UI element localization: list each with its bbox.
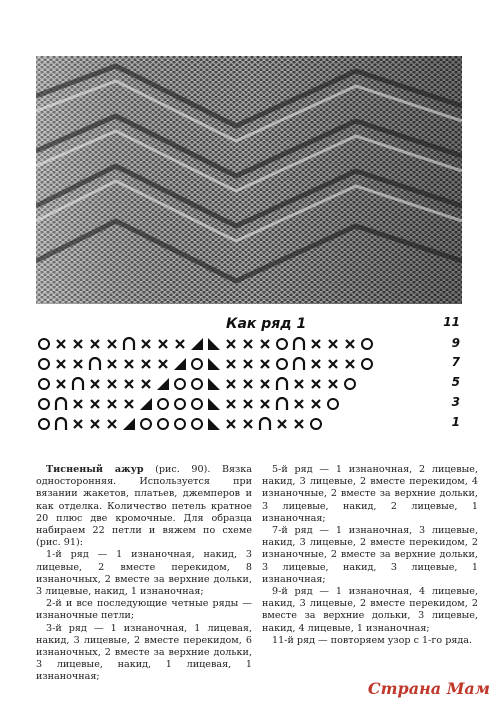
purl-circle-icon — [189, 377, 204, 392]
knit-cross-icon-shape — [329, 380, 337, 388]
knit-cross-icon — [291, 377, 306, 392]
knit-cross-icon-shape — [261, 400, 269, 408]
purl-circle-icon — [172, 377, 187, 392]
knit-cross-icon — [104, 337, 119, 352]
knit-cross-icon — [325, 337, 340, 352]
knit-cross-icon-shape — [74, 400, 82, 408]
knit-cross-icon — [223, 397, 238, 412]
knit-cross-icon — [257, 377, 272, 392]
left-decrease-icon — [206, 337, 221, 352]
knit-cross-icon-shape — [57, 380, 65, 388]
knit-cross-icon-shape — [227, 340, 235, 348]
purl-circle-icon-shape — [39, 399, 49, 409]
yarn-over-arch-icon-shape — [277, 398, 287, 410]
knit-cross-icon — [223, 377, 238, 392]
right-text-column — [262, 464, 478, 647]
knit-cross-icon-shape — [159, 360, 167, 368]
knit-cross-icon — [104, 357, 119, 372]
purl-circle-icon — [189, 417, 204, 432]
right-decrease-icon — [172, 357, 187, 372]
purl-circle-icon — [36, 357, 51, 372]
section-heading: Тисненый ажур — [46, 464, 144, 475]
knit-cross-icon — [342, 337, 357, 352]
knit-cross-icon-shape — [227, 380, 235, 388]
knit-cross-icon — [87, 417, 102, 432]
knit-cross-icon — [172, 337, 187, 352]
purl-circle-icon-shape — [362, 359, 372, 369]
knit-cross-icon-shape — [125, 380, 133, 388]
knit-cross-icon — [155, 337, 170, 352]
knit-cross-icon — [308, 337, 323, 352]
purl-circle-icon — [274, 357, 289, 372]
knit-cross-icon — [240, 337, 255, 352]
knit-cross-icon — [138, 357, 153, 372]
intro-paragraph — [36, 464, 252, 549]
svg-text:Страна Мам: Страна Мам — [367, 679, 490, 698]
knit-cross-icon-shape — [312, 400, 320, 408]
purl-circle-icon — [274, 337, 289, 352]
yarn-over-arch-icon — [53, 417, 68, 432]
knit-cross-icon — [291, 397, 306, 412]
paragraph: 11-й ряд — повторяем узор с 1-го ряда. — [272, 634, 473, 646]
knit-cross-icon-shape — [295, 380, 303, 388]
chart-row — [36, 415, 323, 433]
purl-circle-icon-shape — [158, 399, 168, 409]
knit-cross-icon-shape — [244, 380, 252, 388]
knit-cross-icon — [53, 357, 68, 372]
knit-cross-icon-shape — [142, 360, 150, 368]
knit-cross-icon-shape — [74, 340, 82, 348]
purl-circle-icon — [359, 357, 374, 372]
right-decrease-icon — [189, 337, 204, 352]
knit-cross-icon-shape — [261, 380, 269, 388]
knit-cross-icon-shape — [244, 360, 252, 368]
knit-cross-icon-shape — [227, 400, 235, 408]
knit-cross-icon — [308, 357, 323, 372]
purl-circle-icon-shape — [39, 359, 49, 369]
purl-circle-icon-shape — [311, 419, 321, 429]
knit-cross-icon — [223, 417, 238, 432]
knit-cross-icon — [274, 417, 289, 432]
knit-cross-icon — [70, 417, 85, 432]
purl-circle-icon-shape — [277, 339, 287, 349]
row-number: 7 — [451, 355, 460, 369]
knit-cross-icon-shape — [295, 420, 303, 428]
knit-cross-icon-shape — [74, 420, 82, 428]
knit-cross-icon — [138, 337, 153, 352]
knit-cross-icon-shape — [74, 360, 82, 368]
left-decrease-icon-shape — [208, 358, 220, 370]
yarn-over-arch-icon-shape — [56, 398, 66, 410]
left-decrease-icon-shape — [208, 338, 220, 350]
right-decrease-icon — [155, 377, 170, 392]
purl-circle-icon-shape — [158, 419, 168, 429]
paragraph: 7-й ряд — 1 изнаночная, 3 лицевые, накид, 3 лицевые, 2 вместе перекидом, 2 изнаночные, 2 вместе за верхние дольки, 3 лицевые, накид, 3 лицевые, 1 изнаночная; — [262, 525, 478, 585]
knit-cross-icon-shape — [108, 420, 116, 428]
chart-row — [36, 335, 374, 353]
purl-circle-icon-shape — [192, 379, 202, 389]
paragraph: 1-й ряд — 1 изнаночная, накид, 3 лицевые, 2 вместе перекидом, 8 изнаночных, 2 вместе за верхние дольки, 3 лицевые, накид, 1 изнаночная; — [36, 549, 252, 598]
knit-cross-icon — [121, 377, 136, 392]
intro-text: (рис. 90). Вязка односторонняя. Используется при вязании жакетов, платьев, джемперов и как отделка. Количество петель кратное 20 плюс две кромочные. Для образца набираем 22 петли и вяжем по схеме (рис. 91): — [36, 464, 252, 549]
knit-cross-icon-shape — [261, 360, 269, 368]
knit-cross-icon — [257, 397, 272, 412]
left-decrease-icon-shape — [208, 378, 220, 390]
left-decrease-icon — [206, 357, 221, 372]
purl-circle-icon — [36, 377, 51, 392]
knit-cross-icon — [257, 357, 272, 372]
knit-cross-icon — [70, 397, 85, 412]
paragraph: 9-й ряд — 1 изнаночная, 4 лицевые, накид, 3 лицевые, 2 вместе перекидом, 2 вместе за верхние дольки, 3 лицевые, накид, 4 лицевые, 1 изнаночная; — [262, 586, 478, 634]
knit-cross-icon — [70, 357, 85, 372]
yarn-over-arch-icon — [257, 417, 272, 432]
purl-circle-icon — [189, 397, 204, 412]
yarn-over-arch-icon — [291, 337, 306, 352]
left-decrease-icon — [206, 417, 221, 432]
knit-cross-icon-shape — [278, 420, 286, 428]
knit-cross-icon-shape — [227, 420, 235, 428]
knit-cross-icon-shape — [159, 340, 167, 348]
knit-cross-icon — [155, 357, 170, 372]
knit-cross-icon — [138, 377, 153, 392]
knit-cross-icon — [70, 337, 85, 352]
purl-circle-icon-shape — [192, 419, 202, 429]
purl-circle-icon — [325, 397, 340, 412]
knit-cross-icon-shape — [57, 340, 65, 348]
knit-cross-icon-shape — [244, 340, 252, 348]
knit-cross-icon-shape — [142, 380, 150, 388]
purl-circle-icon — [155, 397, 170, 412]
knit-cross-icon — [53, 337, 68, 352]
purl-circle-icon-shape — [39, 419, 49, 429]
knit-cross-icon — [104, 377, 119, 392]
knitting-photo — [36, 56, 462, 304]
paragraph: 2-й и все последующие четные ряды — изнаночные петли; — [36, 598, 252, 622]
right-decrease-icon-shape — [140, 398, 152, 410]
knit-cross-icon — [291, 417, 306, 432]
knit-cross-icon — [308, 377, 323, 392]
knit-cross-icon — [257, 337, 272, 352]
knit-cross-icon-shape — [91, 400, 99, 408]
left-text-column — [36, 464, 252, 684]
knit-cross-icon — [342, 357, 357, 372]
knit-cross-icon — [308, 397, 323, 412]
purl-circle-icon-shape — [39, 379, 49, 389]
purl-circle-icon — [36, 337, 51, 352]
yarn-over-arch-icon — [274, 377, 289, 392]
purl-circle-icon-shape — [175, 419, 185, 429]
knit-cross-icon-shape — [261, 340, 269, 348]
purl-circle-icon — [36, 397, 51, 412]
knit-cross-icon-shape — [312, 340, 320, 348]
yarn-over-arch-icon-shape — [90, 358, 100, 370]
purl-circle-icon — [155, 417, 170, 432]
purl-circle-icon-shape — [192, 359, 202, 369]
right-decrease-icon — [138, 397, 153, 412]
knit-cross-icon-shape — [312, 380, 320, 388]
row-number: 1 — [451, 415, 460, 429]
right-decrease-icon-shape — [174, 358, 186, 370]
knit-cross-icon — [223, 337, 238, 352]
purl-circle-icon-shape — [39, 339, 49, 349]
row-number: 9 — [451, 336, 460, 350]
yarn-over-arch-icon-shape — [294, 338, 304, 350]
knit-cross-icon-shape — [91, 340, 99, 348]
right-decrease-icon-shape — [123, 418, 135, 430]
knit-cross-icon — [240, 357, 255, 372]
chart-title: Как ряд 1 — [226, 316, 307, 332]
left-decrease-icon-shape — [208, 398, 220, 410]
purl-circle-icon-shape — [345, 379, 355, 389]
knit-cross-icon — [325, 377, 340, 392]
yarn-over-arch-icon — [291, 357, 306, 372]
purl-circle-icon-shape — [192, 399, 202, 409]
yarn-over-arch-icon-shape — [56, 418, 66, 430]
yarn-over-arch-icon — [87, 357, 102, 372]
knit-cross-icon — [104, 397, 119, 412]
knit-cross-icon-shape — [346, 340, 354, 348]
knit-cross-icon-shape — [108, 360, 116, 368]
yarn-over-arch-icon — [121, 337, 136, 352]
knit-cross-icon-shape — [108, 400, 116, 408]
knit-cross-icon-shape — [91, 420, 99, 428]
knit-cross-icon-shape — [91, 380, 99, 388]
row-number: 5 — [451, 375, 460, 389]
row-number: 3 — [451, 395, 460, 409]
purl-circle-icon-shape — [328, 399, 338, 409]
watermark-logo — [356, 677, 492, 699]
purl-circle-icon — [342, 377, 357, 392]
chart-row — [36, 395, 340, 413]
left-decrease-icon-shape — [208, 418, 220, 430]
yarn-over-arch-icon — [70, 377, 85, 392]
knit-cross-icon-shape — [346, 360, 354, 368]
knit-cross-icon — [87, 337, 102, 352]
yarn-over-arch-icon-shape — [124, 338, 134, 350]
knit-cross-icon-shape — [108, 340, 116, 348]
knit-cross-icon-shape — [125, 360, 133, 368]
knit-cross-icon — [223, 357, 238, 372]
knit-cross-icon — [240, 417, 255, 432]
knit-cross-icon-shape — [244, 420, 252, 428]
yarn-over-arch-icon — [53, 397, 68, 412]
right-decrease-icon — [121, 417, 136, 432]
knit-cross-icon-shape — [244, 400, 252, 408]
knit-cross-icon-shape — [142, 340, 150, 348]
knit-cross-icon-shape — [329, 340, 337, 348]
knit-cross-icon-shape — [125, 400, 133, 408]
yarn-over-arch-icon-shape — [277, 378, 287, 390]
knit-cross-icon — [87, 377, 102, 392]
right-decrease-icon-shape — [191, 338, 203, 350]
paragraph: 3-й ряд — 1 изнаночная, 1 лицевая, накид, 3 лицевые, 2 вместе перекидом, 6 изнаночных, 2 вместе за верхние дольки, 3 лицевые, накид, 1 лицевая, 1 изнаночная; — [36, 622, 252, 683]
right-decrease-icon-shape — [157, 378, 169, 390]
yarn-over-arch-icon-shape — [73, 378, 83, 390]
purl-circle-icon — [308, 417, 323, 432]
purl-circle-icon — [189, 357, 204, 372]
knit-cross-icon-shape — [108, 380, 116, 388]
purl-circle-icon-shape — [175, 379, 185, 389]
yarn-over-arch-icon-shape — [294, 358, 304, 370]
left-decrease-icon — [206, 397, 221, 412]
purl-circle-icon-shape — [141, 419, 151, 429]
yarn-over-arch-icon — [274, 397, 289, 412]
knit-cross-icon-shape — [312, 360, 320, 368]
purl-circle-icon — [36, 417, 51, 432]
knit-cross-icon-shape — [227, 360, 235, 368]
purl-circle-icon — [138, 417, 153, 432]
knit-cross-icon-shape — [329, 360, 337, 368]
knit-cross-icon — [53, 377, 68, 392]
knit-cross-icon-shape — [295, 400, 303, 408]
knit-cross-icon — [104, 417, 119, 432]
purl-circle-icon-shape — [175, 399, 185, 409]
purl-circle-icon — [172, 397, 187, 412]
knit-cross-icon — [325, 357, 340, 372]
chart-row — [36, 355, 374, 373]
paragraph: 5-й ряд — 1 изнаночная, 2 лицевые, накид, 3 лицевые, 2 вместе перекидом, 4 изнаночные, 2 вместе за верхние дольки, 3 лицевые, накид, 2 лицевые, 1 изнаночная; — [262, 464, 478, 524]
yarn-over-arch-icon-shape — [260, 418, 270, 430]
knit-cross-icon-shape — [176, 340, 184, 348]
row-number: 11 — [443, 315, 460, 329]
knit-cross-icon — [121, 397, 136, 412]
knit-cross-icon — [240, 397, 255, 412]
knitting-photo-graphic — [36, 56, 462, 304]
purl-circle-icon-shape — [277, 359, 287, 369]
left-decrease-icon — [206, 377, 221, 392]
knit-cross-icon-shape — [57, 360, 65, 368]
purl-circle-icon — [359, 337, 374, 352]
purl-circle-icon-shape — [362, 339, 372, 349]
knit-cross-icon — [87, 397, 102, 412]
knit-cross-icon — [121, 357, 136, 372]
chart-row — [36, 375, 357, 393]
purl-circle-icon — [172, 417, 187, 432]
knit-cross-icon — [240, 377, 255, 392]
